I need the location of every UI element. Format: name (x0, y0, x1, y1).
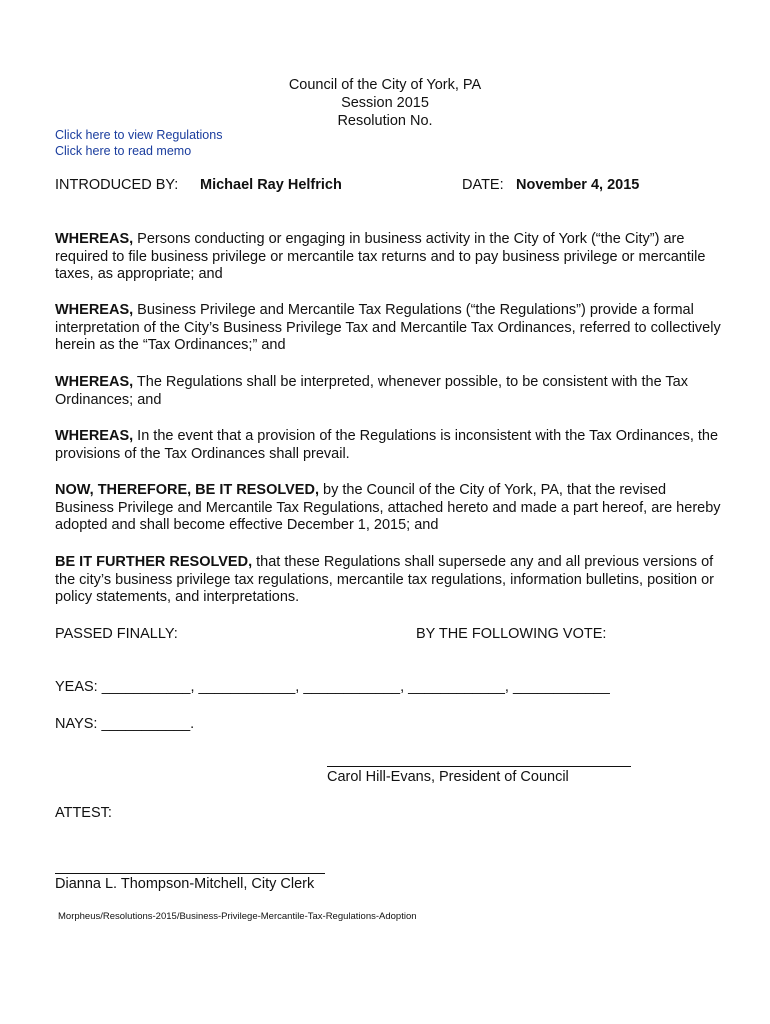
whereas-paragraph-3 (55, 374, 725, 409)
paragraph-lead: WHEREAS, (55, 231, 134, 247)
passed-finally-label: PASSED FINALLY: (55, 626, 178, 642)
clerk-name: Dianna L. Thompson-Mitchell, City Clerk (55, 876, 315, 892)
yeas-line: YEAS: ___________, ____________, ____________, ____________, ____________ (55, 679, 610, 695)
date-value: November 4, 2015 (516, 177, 640, 193)
introduced-by-label: INTRODUCED BY: (55, 177, 179, 193)
session-heading: Session 2015 (341, 95, 429, 111)
paragraph-text: The Regulations shall be interpreted, whenever possible, to be consistent with the Tax Ordinances; and (55, 374, 688, 408)
paragraph-text: by the Council of the City of York, PA, that the revised Business Privilege and Mercantile Tax Regulations, attached hereto and made a part hereof, are hereby adopted and shall become effective December 1, 2015; and (55, 482, 721, 533)
whereas-paragraph-4 (55, 428, 725, 463)
paragraph-text: Business Privilege and Mercantile Tax Regulations (“the Regulations”) provide a formal interpretation of the City’s Business Privilege Tax and Mercantile Tax Ordinances, referred to collectively herein as the “Tax Ordinances;” and (55, 302, 721, 353)
paragraph-lead: WHEREAS, (55, 302, 134, 318)
paragraph-lead: WHEREAS, (55, 428, 134, 444)
file-path-footer: Morpheus/Resolutions-2015/Business-Privilege-Mercantile-Tax-Regulations-Adoption (58, 911, 417, 922)
paragraph-lead: BE IT FURTHER RESOLVED, (55, 554, 253, 570)
attest-label: ATTEST: (55, 805, 112, 821)
paragraph-text: In the event that a provision of the Regulations is inconsistent with the Tax Ordinances, the provisions of the Tax Ordinances shall prevail. (55, 428, 719, 462)
whereas-paragraph-2 (55, 302, 725, 355)
council-heading: Council of the City of York, PA (288, 77, 482, 93)
date-label: DATE: (462, 177, 504, 193)
paragraph-text: Persons conducting or engaging in business activity in the City of York (“the City”) are required to file business privilege or mercantile tax returns and to pay business privilege or mercantile taxes, as appropriate; and (55, 231, 706, 282)
further-resolved-paragraph (55, 554, 725, 607)
following-vote-label: BY THE FOLLOWING VOTE: (416, 626, 607, 642)
view-regulations-link[interactable]: Click here to view Regulations (55, 128, 223, 142)
resolution-heading: Resolution No. (337, 113, 433, 129)
clerk-signature-line (55, 873, 325, 874)
paragraph-lead: WHEREAS, (55, 374, 134, 390)
president-name: Carol Hill-Evans, President of Council (327, 769, 569, 785)
read-memo-link[interactable]: Click here to read memo (55, 144, 192, 158)
resolved-paragraph (55, 482, 725, 535)
introducer-name: Michael Ray Helfrich (200, 177, 342, 193)
paragraph-text: that these Regulations shall supersede any and all previous versions of the city’s business privilege tax regulations, mercantile tax regulations, information bulletins, position or policy statements, and interpretations. (55, 554, 715, 605)
whereas-paragraph-1 (55, 231, 725, 284)
nays-line: NAYS: ___________. (55, 716, 195, 732)
president-signature-line (327, 766, 631, 767)
paragraph-lead: NOW, THEREFORE, BE IT RESOLVED, (55, 482, 319, 498)
